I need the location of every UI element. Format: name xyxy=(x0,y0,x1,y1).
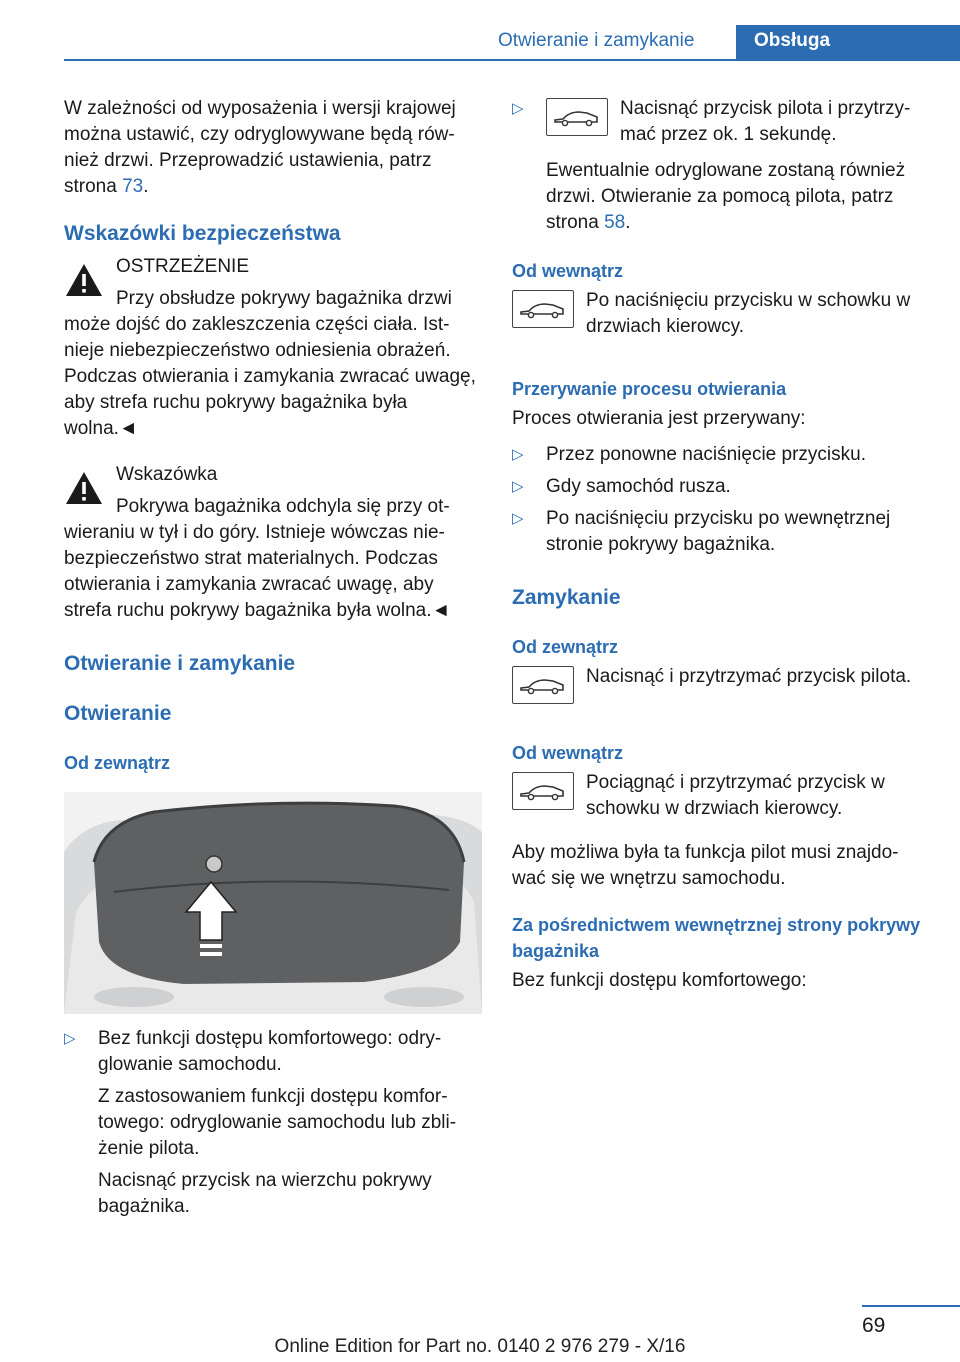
bullet-triangle-icon: ▷ xyxy=(512,100,524,117)
no-comfort-text: Bez funkcji dostępu komfortowego: xyxy=(512,970,807,991)
heading-opening: Otwieranie xyxy=(64,702,172,725)
car-trunk-button-icon xyxy=(512,772,574,810)
header-section-title: Otwieranie i zamykanie xyxy=(498,30,695,51)
heading-close-inside: Od wewnątrz xyxy=(512,743,624,763)
interrupt-item-text: Przez ponowne naciśnięcie przycisku. xyxy=(546,444,866,465)
car-trunk-button-icon xyxy=(512,290,574,328)
footer-rule xyxy=(862,1305,960,1307)
pilot-note: Aby możliwa była ta funkcja pilot musi znajdo‐ wać się we wnętrzu samochodu. xyxy=(512,842,899,889)
interrupt-item xyxy=(512,442,932,468)
bullet-triangle-icon: ▷ xyxy=(64,1030,76,1047)
warning-title: OSTRZEŻENIE xyxy=(116,256,250,277)
heading-closing: Zamykanie xyxy=(512,586,621,609)
remote-paragraph-text: Ewentualnie odryglowane zostaną również drzwi. Otwieranie za pomocą pilota, patrz strona xyxy=(546,160,906,233)
notice-line1: Pokrywa bagażnika odchyla się przy ot‐ xyxy=(116,496,450,517)
intro-end: . xyxy=(143,176,149,197)
bullet-triangle-icon: ▷ xyxy=(512,446,524,463)
heading-via-inner: Za pośrednictwem wewnętrznej strony pokrywy bagażnika xyxy=(512,915,921,961)
inside-text: Po naciśnięciu przycisku w schowku w drzwiach kierowcy. xyxy=(586,290,911,337)
page-number: 69 xyxy=(862,1314,886,1337)
bullet-no-comfort xyxy=(64,1026,482,1078)
warning-triangle-icon xyxy=(64,262,104,298)
heading-close-outside: Od zewnątrz xyxy=(512,637,619,657)
remote-text: Nacisnąć przycisk pilota i przytrzy‐ mać przez ok. 1 sekundę. xyxy=(620,98,911,145)
warning-body: może dojść do zakleszczenia części ciała. Ist‐ nieje niebezpieczeństwo odniesienia obrażeń. Podczas otwierania i zamykania zwracać uwagę, aby strefa ruchu pokrywy bagażnika była wolna.◄ xyxy=(64,314,476,439)
bullet-paragraph-2: Z zastosowaniem funkcji dostępu komfor‐ towego: odryglowanie samochodu lub zbli‐ żenie pilota. xyxy=(98,1086,457,1159)
remote-page-link[interactable]: 58 xyxy=(604,212,626,233)
left-column xyxy=(64,96,482,1220)
intro-text: W zależności od wyposażenia i wersji krajowej można ustawić, czy odryglowywane będą rów‐ nież drzwi. Przeprowadzić ustawienia, patrz strona xyxy=(64,98,456,197)
bullet-triangle-icon: ▷ xyxy=(512,478,524,495)
intro-page-link[interactable]: 73 xyxy=(122,176,144,197)
heading-from-outside: Od zewnątrz xyxy=(64,753,171,773)
safety-heading: Wskazówki bezpieczeństwa xyxy=(64,222,341,245)
warning-block-2 xyxy=(64,462,482,624)
heading-from-inside: Od wewnątrz xyxy=(512,261,624,281)
warning-line1: Przy obsłudze pokrywy bagażnika drzwi xyxy=(116,288,452,309)
footer-edition: Online Edition for Part no. 0140 2 976 279 - X/16 xyxy=(274,1336,686,1357)
bullet-remote xyxy=(512,96,932,148)
bullet-triangle-icon: ▷ xyxy=(512,510,524,527)
notice-body: wieraniu w tył i do góry. Istnieje wówczas nie‐ bezpieczeństwo strat materialnych. Podczas otwierania i zamykania zwracać uwagę, aby strefa ruchu pokrywy bagażnika była wolna.◄ xyxy=(64,522,451,621)
interrupt-item-text: Po naciśnięciu przycisku po wewnętrznej stronie pokrywy bagażnika. xyxy=(546,508,891,555)
close-outside-text: Nacisnąć i przytrzymać przycisk pilota. xyxy=(586,666,912,687)
interrupt-item xyxy=(512,474,932,500)
heading-interrupt: Przerywanie procesu otwierania xyxy=(512,379,787,399)
notice-title: Wskazówka xyxy=(116,464,218,485)
car-rear-image xyxy=(64,792,482,1014)
car-trunk-button-icon xyxy=(512,666,574,704)
header-rule xyxy=(64,59,960,61)
bullet-paragraph-3: Nacisnąć przycisk na wierzchu pokrywy bagażnika. xyxy=(98,1170,432,1217)
interrupt-item-text: Gdy samochód rusza. xyxy=(546,476,731,497)
header-chapter-tab: Obsługa xyxy=(736,25,960,61)
close-inside-text: Pociągnąć i przytrzymać przycisk w schowku w drzwiach kierowcy. xyxy=(586,772,885,819)
close-outside-row xyxy=(512,664,932,704)
trunk-lid-illustration xyxy=(64,792,482,1014)
heading-open-close: Otwieranie i zamykanie xyxy=(64,652,296,675)
right-column xyxy=(512,96,932,994)
interrupt-item xyxy=(512,506,932,558)
remote-paragraph xyxy=(512,158,932,236)
inside-row xyxy=(512,288,932,340)
remote-paragraph-end: . xyxy=(625,212,631,233)
warning-triangle-icon xyxy=(64,470,104,506)
close-inside-row xyxy=(512,770,932,822)
interrupt-intro: Proces otwierania jest przerywany: xyxy=(512,408,806,429)
car-trunk-button-icon xyxy=(546,98,608,136)
warning-block-1 xyxy=(64,254,482,442)
bullet-text: Bez funkcji dostępu komfortowego: odry‐ glowanie samochodu. xyxy=(98,1028,442,1075)
intro-paragraph xyxy=(64,96,482,200)
